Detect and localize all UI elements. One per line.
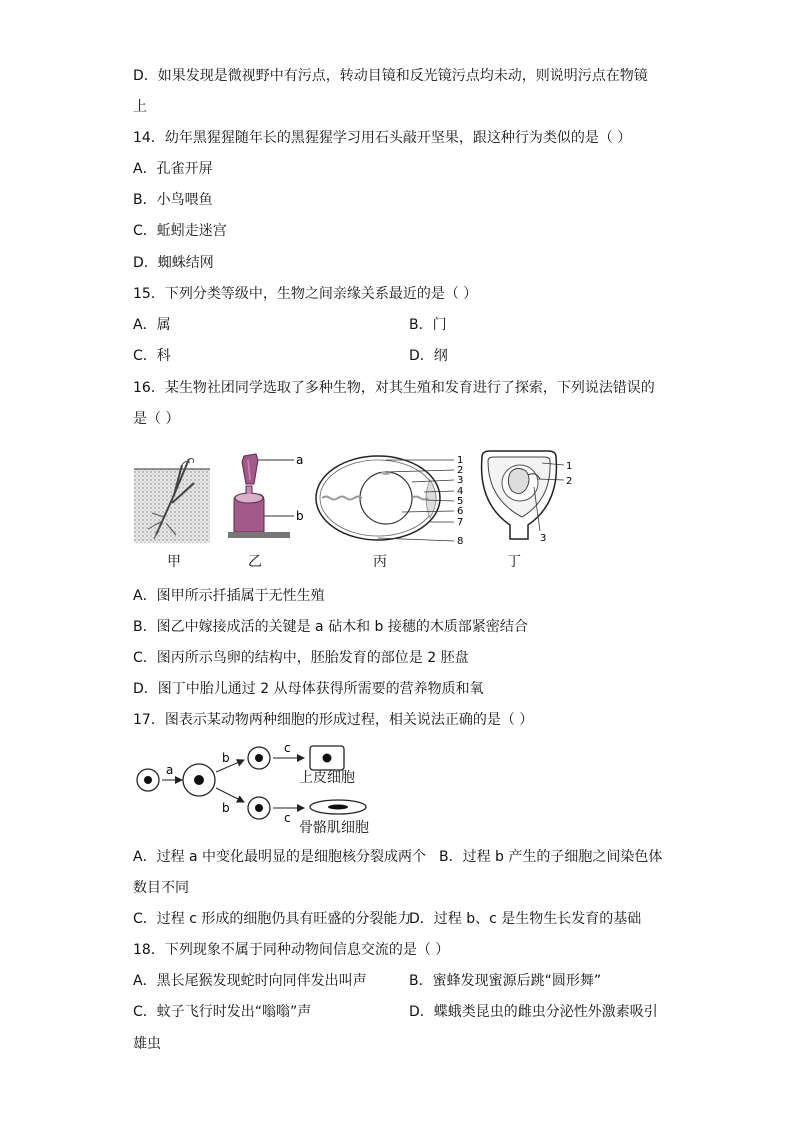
q18-stem: 18．下列现象不属于同种动物间信息交流的是（ ） (133, 942, 450, 958)
yi-label-b: b (296, 509, 304, 523)
q15-option-b: B．门 (409, 317, 447, 333)
q17-option-a: A．过程 a 中变化最明显的是细胞核分裂成两个 (133, 849, 427, 865)
figure-jia-cutting (134, 455, 210, 543)
q17-option-d: D．过程 b、c 是生物生长发育的基础 (409, 911, 642, 927)
bing-label-3: 3 (457, 475, 464, 486)
bing-label-7: 7 (457, 517, 464, 528)
ding-label-2: 2 (566, 476, 573, 487)
caption-jia: 甲 (167, 554, 181, 570)
caption-yi: 乙 (248, 554, 262, 570)
figure-ding-fetus (476, 447, 576, 547)
caption-ding: 丁 (507, 554, 521, 570)
q16-option-b: B．图乙中嫁接成活的关键是 a 砧木和 b 接穗的木质部紧密结合 (133, 619, 528, 635)
q15-stem: 15．下列分类等级中，生物之间亲缘关系最近的是（ ） (133, 286, 478, 302)
yi-label-a: a (296, 453, 304, 467)
bing-label-4: 4 (457, 486, 464, 497)
q18-option-d-line2: 雄虫 (133, 1036, 161, 1052)
q18-option-b: B．蜜蜂发现蜜源后跳“圆形舞” (409, 973, 602, 989)
ding-label-3: 3 (540, 533, 547, 544)
q16-option-d: D．图丁中胎儿通过 2 从母体获得所需要的营养物质和氧 (133, 681, 484, 697)
q16-option-a: A．图甲所示扦插属于无性生殖 (133, 588, 325, 604)
q17-stem: 17．图表示某动物两种细胞的形成过程，相关说法正确的是（ ） (133, 712, 534, 728)
arrow-c1-label: c (284, 741, 291, 755)
q15-option-a: A．属 (133, 317, 171, 333)
q13-option-d-line2: 上 (133, 99, 147, 115)
figure-yi-grafting (228, 450, 308, 545)
q14-stem: 14．幼年黑猩猩随年长的黑猩猩学习用石头敲开坚果，跟这种行为类似的是（ ） (133, 130, 632, 146)
arrow-b2-label: b (222, 801, 230, 815)
q17-option-b-line1: B．过程 b 产生的子细胞之间染色体 (439, 849, 663, 865)
q13-option-d-line1: D．如果发现是微视野中有污点，转动目镜和反光镜污点均未动，则说明污点在物镜 (133, 68, 648, 84)
q14-option-b: B．小鸟喂鱼 (133, 192, 213, 208)
bing-label-2: 2 (457, 465, 464, 476)
q16-stem-line2: 是（ ） (133, 411, 180, 427)
bing-label-5: 5 (457, 496, 464, 507)
q18-option-c: C．蚊子飞行时发出“嗡嗡”声 (133, 1004, 312, 1020)
q16-stem-line1: 16．某生物社团同学选取了多种生物，对其生殖和发育进行了探索，下列说法错误的 (133, 380, 655, 396)
q18-option-a: A．黑长尾猴发现蛇时向同伴发出叫声 (133, 973, 367, 989)
label-skeletal-muscle-cell: 骨骼肌细胞 (299, 820, 369, 836)
q15-option-d: D．纲 (409, 348, 448, 364)
q14-option-c: C．蚯蚓走迷宫 (133, 223, 227, 239)
bing-label-6: 6 (457, 506, 464, 517)
q17-option-c: C．过程 c 形成的细胞仍具有旺盛的分裂能力 (133, 911, 412, 927)
q16-option-c: C．图丙所示鸟卵的结构中，胚胎发育的部位是 2 胚盘 (133, 650, 469, 666)
ding-label-1: 1 (566, 461, 573, 472)
caption-bing: 丙 (373, 554, 387, 570)
label-epithelial-cell: 上皮细胞 (299, 770, 355, 786)
arrow-c2-label: c (284, 811, 291, 825)
q18-option-d-line1: D．蝶蛾类昆虫的雌虫分泌性外激素吸引 (409, 1004, 658, 1020)
arrow-b1-label: b (222, 751, 230, 765)
q14-option-a: A．孔雀开屏 (133, 161, 213, 177)
figure-bing-egg (314, 450, 474, 550)
q15-option-c: C．科 (133, 348, 171, 364)
q14-option-d: D．蜘蛛结网 (133, 255, 214, 271)
bing-label-8: 8 (457, 536, 464, 547)
bing-label-1: 1 (457, 455, 464, 466)
arrow-a-label: a (166, 763, 174, 777)
q17-option-b-line2: 数目不同 (133, 880, 189, 896)
